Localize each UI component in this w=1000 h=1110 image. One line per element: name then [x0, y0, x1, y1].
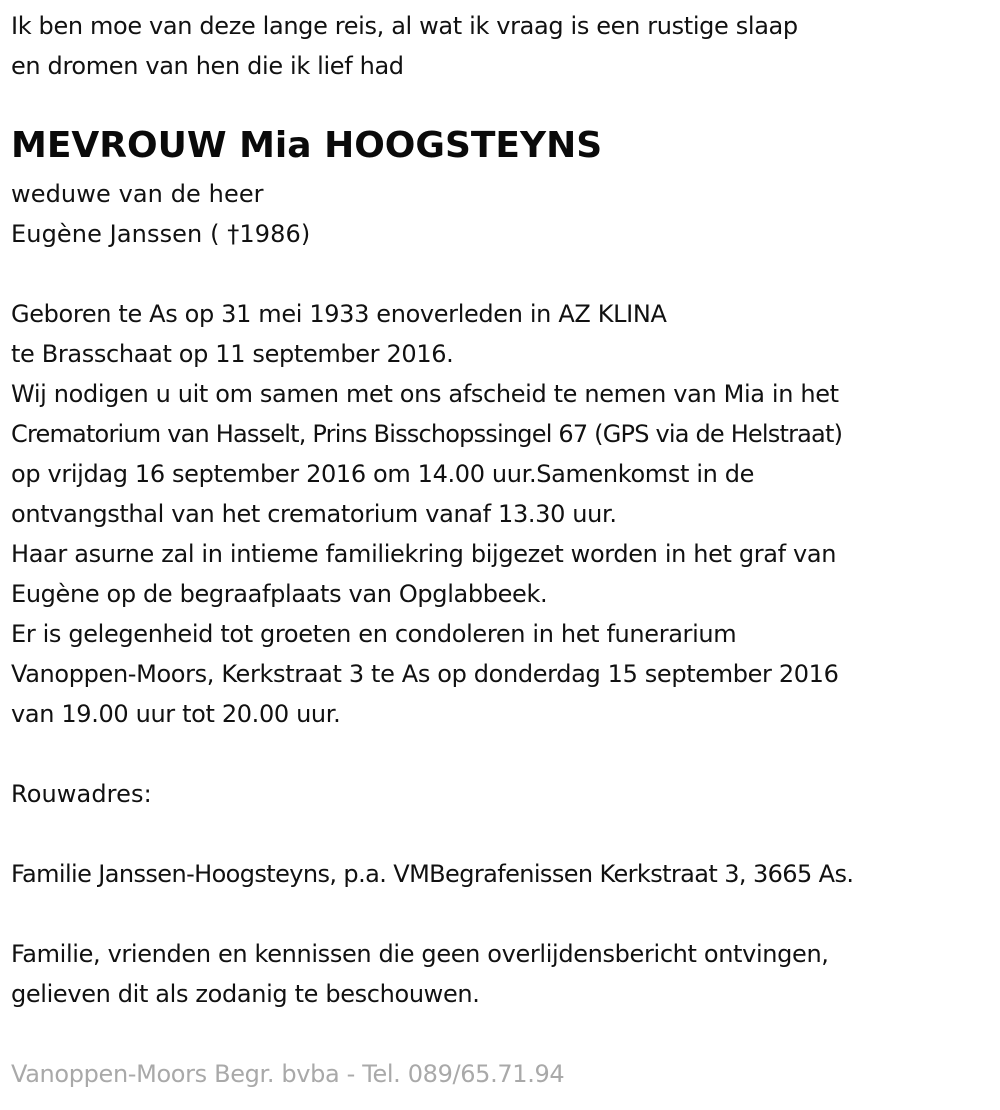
announcement-line: Wij nodigen u uit om samen met ons afscheid te nemen van Mia in het [11, 380, 839, 408]
motto-line: en dromen van hen die ik lief had [11, 52, 404, 80]
mourning-address-text: Familie Janssen-Hoogsteyns, p.a. VMBegrafenissen Kerkstraat 3, 3665 As. [11, 860, 854, 888]
announcement-line: Vanoppen-Moors, Kerkstraat 3 te As op donderdag 15 september 2016 [11, 660, 839, 688]
motto-line: Ik ben moe van deze lange reis, al wat ik vraag is een rustige slaap [11, 12, 798, 40]
funeral-home-contact: Vanoppen-Moors Begr. bvba - Tel. 089/65.71.94 [11, 1060, 565, 1088]
spouse-name: Eugène Janssen ( [11, 220, 228, 248]
announcement-line: Geboren te As op 31 mei 1933 enoverleden in AZ KLINA [11, 300, 667, 328]
spouse-death-year: 1986) [239, 220, 311, 248]
announcement-line: van 19.00 uur tot 20.00 uur. [11, 700, 341, 728]
announcement-line: Er is gelegenheid tot groeten en condoleren in het funerarium [11, 620, 737, 648]
widow-of [11, 174, 310, 254]
no-notice-received [11, 934, 829, 1014]
mourning-address-heading: Rouwadres: [11, 780, 152, 808]
funeral-home-footer [11, 1054, 564, 1094]
motto-quote [11, 6, 798, 86]
announcement-line: Eugène op de begraafplaats van Opglabbeek. [11, 580, 548, 608]
widow-line: weduwe van de heer [11, 180, 264, 208]
deceased-name-title: MEVROUW Mia HOOGSTEYNS [11, 125, 603, 166]
announcement-line: Crematorium van Hasselt, Prins Bisschopssingel 67 (GPS via de Helstraat) [11, 420, 843, 448]
announcement-line: te Brasschaat op 11 september 2016. [11, 340, 454, 368]
mourning-address [11, 854, 853, 894]
spouse-line [11, 214, 310, 254]
cross-icon: † [227, 220, 240, 248]
announcement-line: Haar asurne zal in intieme familiekring bijgezet worden in het graf van [11, 540, 837, 568]
notice-line: Familie, vrienden en kennissen die geen overlijdensbericht ontvingen, [11, 940, 829, 968]
announcement-line: ontvangsthal van het crematorium vanaf 13.30 uur. [11, 500, 617, 528]
notice-line: gelieven dit als zodanig te beschouwen. [11, 980, 480, 1008]
announcement-text [11, 294, 842, 734]
mourning-address-label [11, 774, 152, 814]
announcement-line: op vrijdag 16 september 2016 om 14.00 uur.Samenkomst in de [11, 460, 755, 488]
